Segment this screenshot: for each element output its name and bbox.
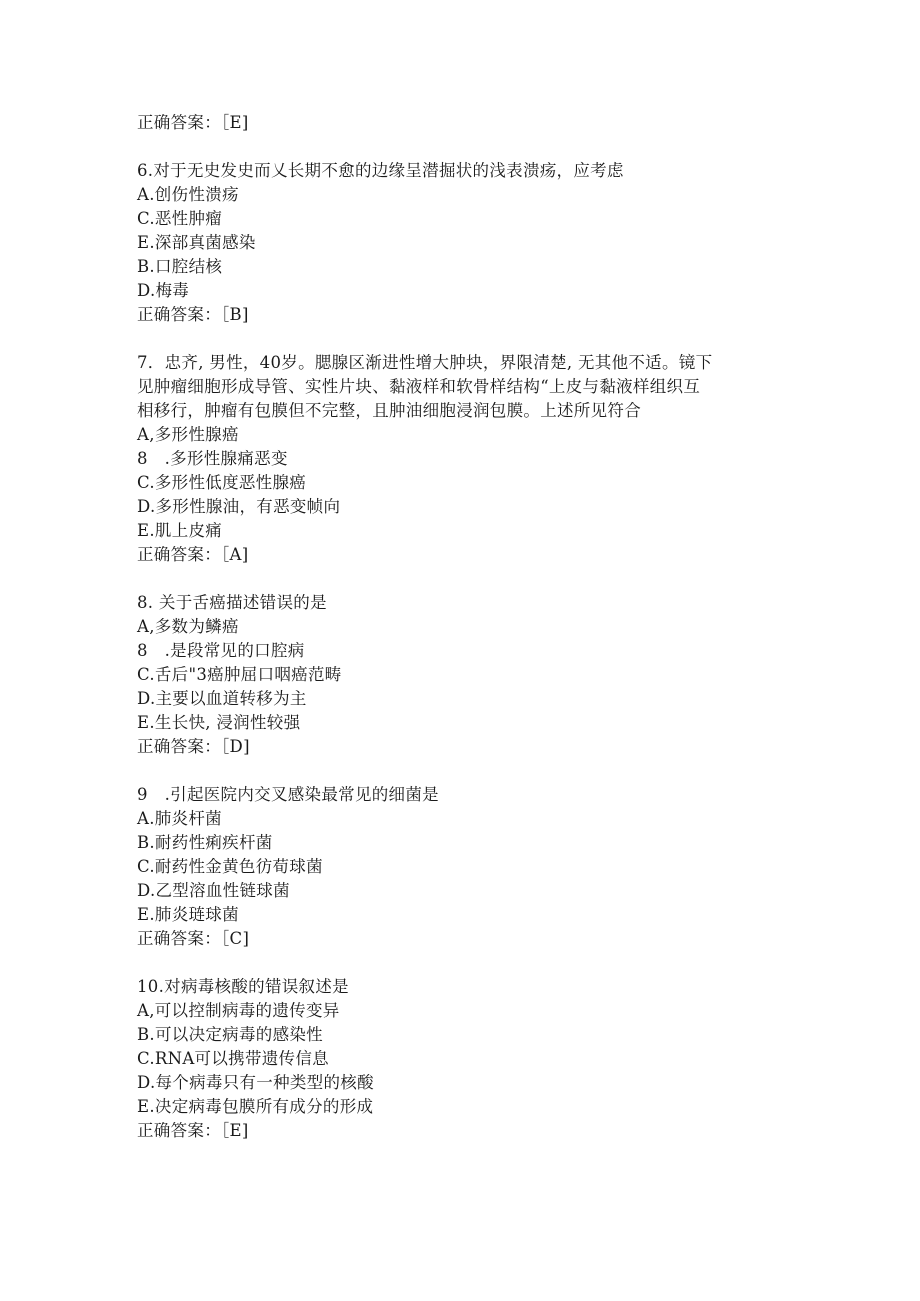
option-e: E.决定病毒包膜所有成分的形成 — [137, 1097, 374, 1116]
option-c: C.恶性肿瘤 — [137, 209, 223, 228]
question-stem-line-2: 见肿瘤细胞形成导管、实性片块、黏液样和软骨样结构“上皮与黏液样组织互 — [137, 377, 701, 396]
option-a: A,多数为鳞癌 — [137, 617, 239, 636]
option-c: C.多形性低度恶性腺癌 — [137, 473, 307, 492]
option-b: 8 .多形性腺痛恶变 — [137, 449, 288, 468]
option-e: E.深部真菌感染 — [137, 233, 256, 252]
answer-line: 正确答案：［E] — [137, 1121, 249, 1140]
answer-line: 正确答案：［A] — [137, 545, 249, 564]
option-b: B.可以决定病毒的感染性 — [137, 1025, 323, 1044]
option-d: D.主要以血道转移为主 — [137, 689, 307, 708]
option-b: 8 .是段常见的口腔病 — [137, 641, 305, 660]
option-c: C.舌后"3癌肿屈口咽癌范畴 — [137, 665, 342, 684]
option-b: B.耐药性痢疾杆菌 — [137, 833, 273, 852]
answer-line: 正确答案：［B] — [137, 305, 249, 324]
option-d: D.每个病毒只有一种类型的核酸 — [137, 1073, 374, 1092]
question-stem-line-3: 相移行，肿瘤有包膜但不完整，且肿油细胞浸润包膜。上述所见符合 — [137, 401, 641, 420]
option-a: A,可以控制病毒的遗传变异 — [137, 1001, 340, 1020]
question-7 — [137, 351, 797, 567]
option-a: A.创伤性溃疡 — [137, 185, 239, 204]
question-stem: 10.对病毒核酸的错误叙述是 — [137, 977, 349, 996]
option-e: E.肌上皮痛 — [137, 521, 223, 540]
question-stem-line-1: 7．忠齐, 男性，40岁。腮腺区渐进性增大肿块，界限清楚, 无其他不适。镜下 — [137, 353, 713, 372]
answer-line: 正确答案：［D] — [137, 737, 250, 756]
option-c: C.耐药性金黄色彷荀球菌 — [137, 857, 323, 876]
question-9 — [137, 783, 797, 951]
option-a: A,多形性腺癌 — [137, 425, 239, 444]
question-8 — [137, 591, 797, 759]
question-stem: 9 .引起医院内交叉感染最常见的细菌是 — [137, 785, 439, 804]
option-d: D.梅毒 — [137, 281, 190, 300]
question-10 — [137, 975, 797, 1143]
option-c: C.RNA可以携带遗传信息 — [137, 1049, 329, 1068]
question-stem: 6.对于无史发史而乂长期不愈的边缘呈潜掘状的浅表溃疡，应考虑 — [137, 161, 624, 180]
option-e: E.生长快, 浸润性较强 — [137, 713, 301, 732]
answer-line-q5: 正确答案：［E] — [137, 113, 249, 132]
answer-line: 正确答案：［C] — [137, 929, 250, 948]
question-stem: 8. 关于舌癌描述错误的是 — [137, 593, 327, 612]
option-d: D.多形性腺油，有恶变帧向 — [137, 497, 341, 516]
option-d: D.乙型溶血性链球菌 — [137, 881, 290, 900]
option-a: A.肺炎杆菌 — [137, 809, 222, 828]
option-e: E.肺炎琏球菌 — [137, 905, 239, 924]
question-6 — [137, 159, 797, 327]
document-page — [137, 111, 797, 1143]
option-b: B.口腔结核 — [137, 257, 223, 276]
